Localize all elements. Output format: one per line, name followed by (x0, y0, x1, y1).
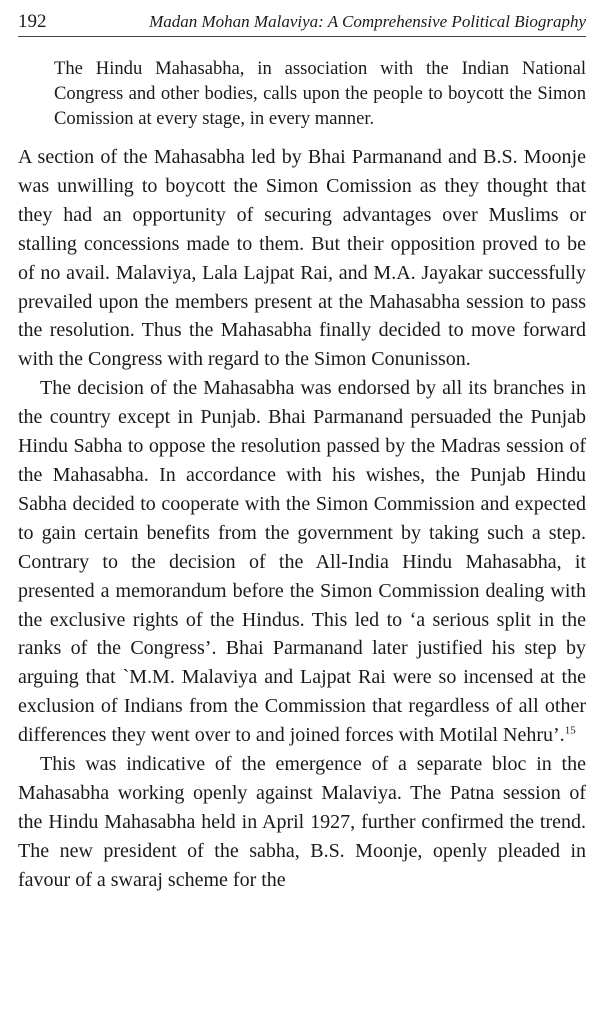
paragraph-1 (18, 143, 586, 374)
paragraph-3-text: This was indicative of the emergence of a separate bloc in the Mahasabha working openly against Malaviya. The Patna session of the Hindu Mahasabha held in April 1927, further confirmed the trend. The new president of the sabha, B.S. Moonje, openly pleaded in favour of a swaraj scheme for the (18, 753, 586, 891)
page-body (18, 56, 586, 895)
paragraph-2-text: The decision of the Mahasabha was endorsed by all its branches in the country except in Punjab. Bhai Parmanand persuaded the Punjab Hindu Sabha to oppose the resolution passed by the Madras session of the Mahasabha. In accordance with his wishes, the Punjab Hindu Sabha decided to cooperate with the Simon Commission and expected to gain certain benefits from the government by taking such a step. Contrary to the decision of the All-India Hindu Mahasabha, it presented a memorandum before the Simon Commission dealing with the exclusive rights of the Hindus. This led to ‘a serious split in the ranks of the Congress’. Bhai Parmanand later justified his step by arguing that `M.M. Malaviya and Lajpat Rai were so incensed at the exclusion of Indians from the Commission that regardless of all other differences they went over to and joined forces with Motilal Nehru’. (18, 377, 586, 747)
running-header (18, 8, 586, 37)
page-number: 192 (18, 11, 47, 32)
book-title: Madan Mohan Malaviya: A Comprehensive Political Biography (149, 12, 586, 31)
paragraph-3 (18, 750, 586, 895)
paragraph-2 (18, 374, 586, 750)
footnote-reference: 15 (564, 724, 576, 737)
block-quote: The Hindu Mahasabha, in association with the Indian National Congress and other bodies, calls upon the people to boycott the Simon Comission at every stage, in every manner. (54, 58, 586, 129)
paragraph-1-text: A section of the Mahasabha led by Bhai Parmanand and B.S. Moonje was unwilling to boycott the Simon Comission as they thought that they had an opportunity of securing advantages over Muslims or stalling concessions made to them. But their opposition proved to be of no avail. Malaviya, Lala Lajpat Rai, and M.A. Jayakar successfully prevailed upon the members present at the Mahasabha session to pass the resolution. Thus the Mahasabha finally decided to move forward with the Congress with regard to the Simon Conunisson. (18, 146, 586, 371)
